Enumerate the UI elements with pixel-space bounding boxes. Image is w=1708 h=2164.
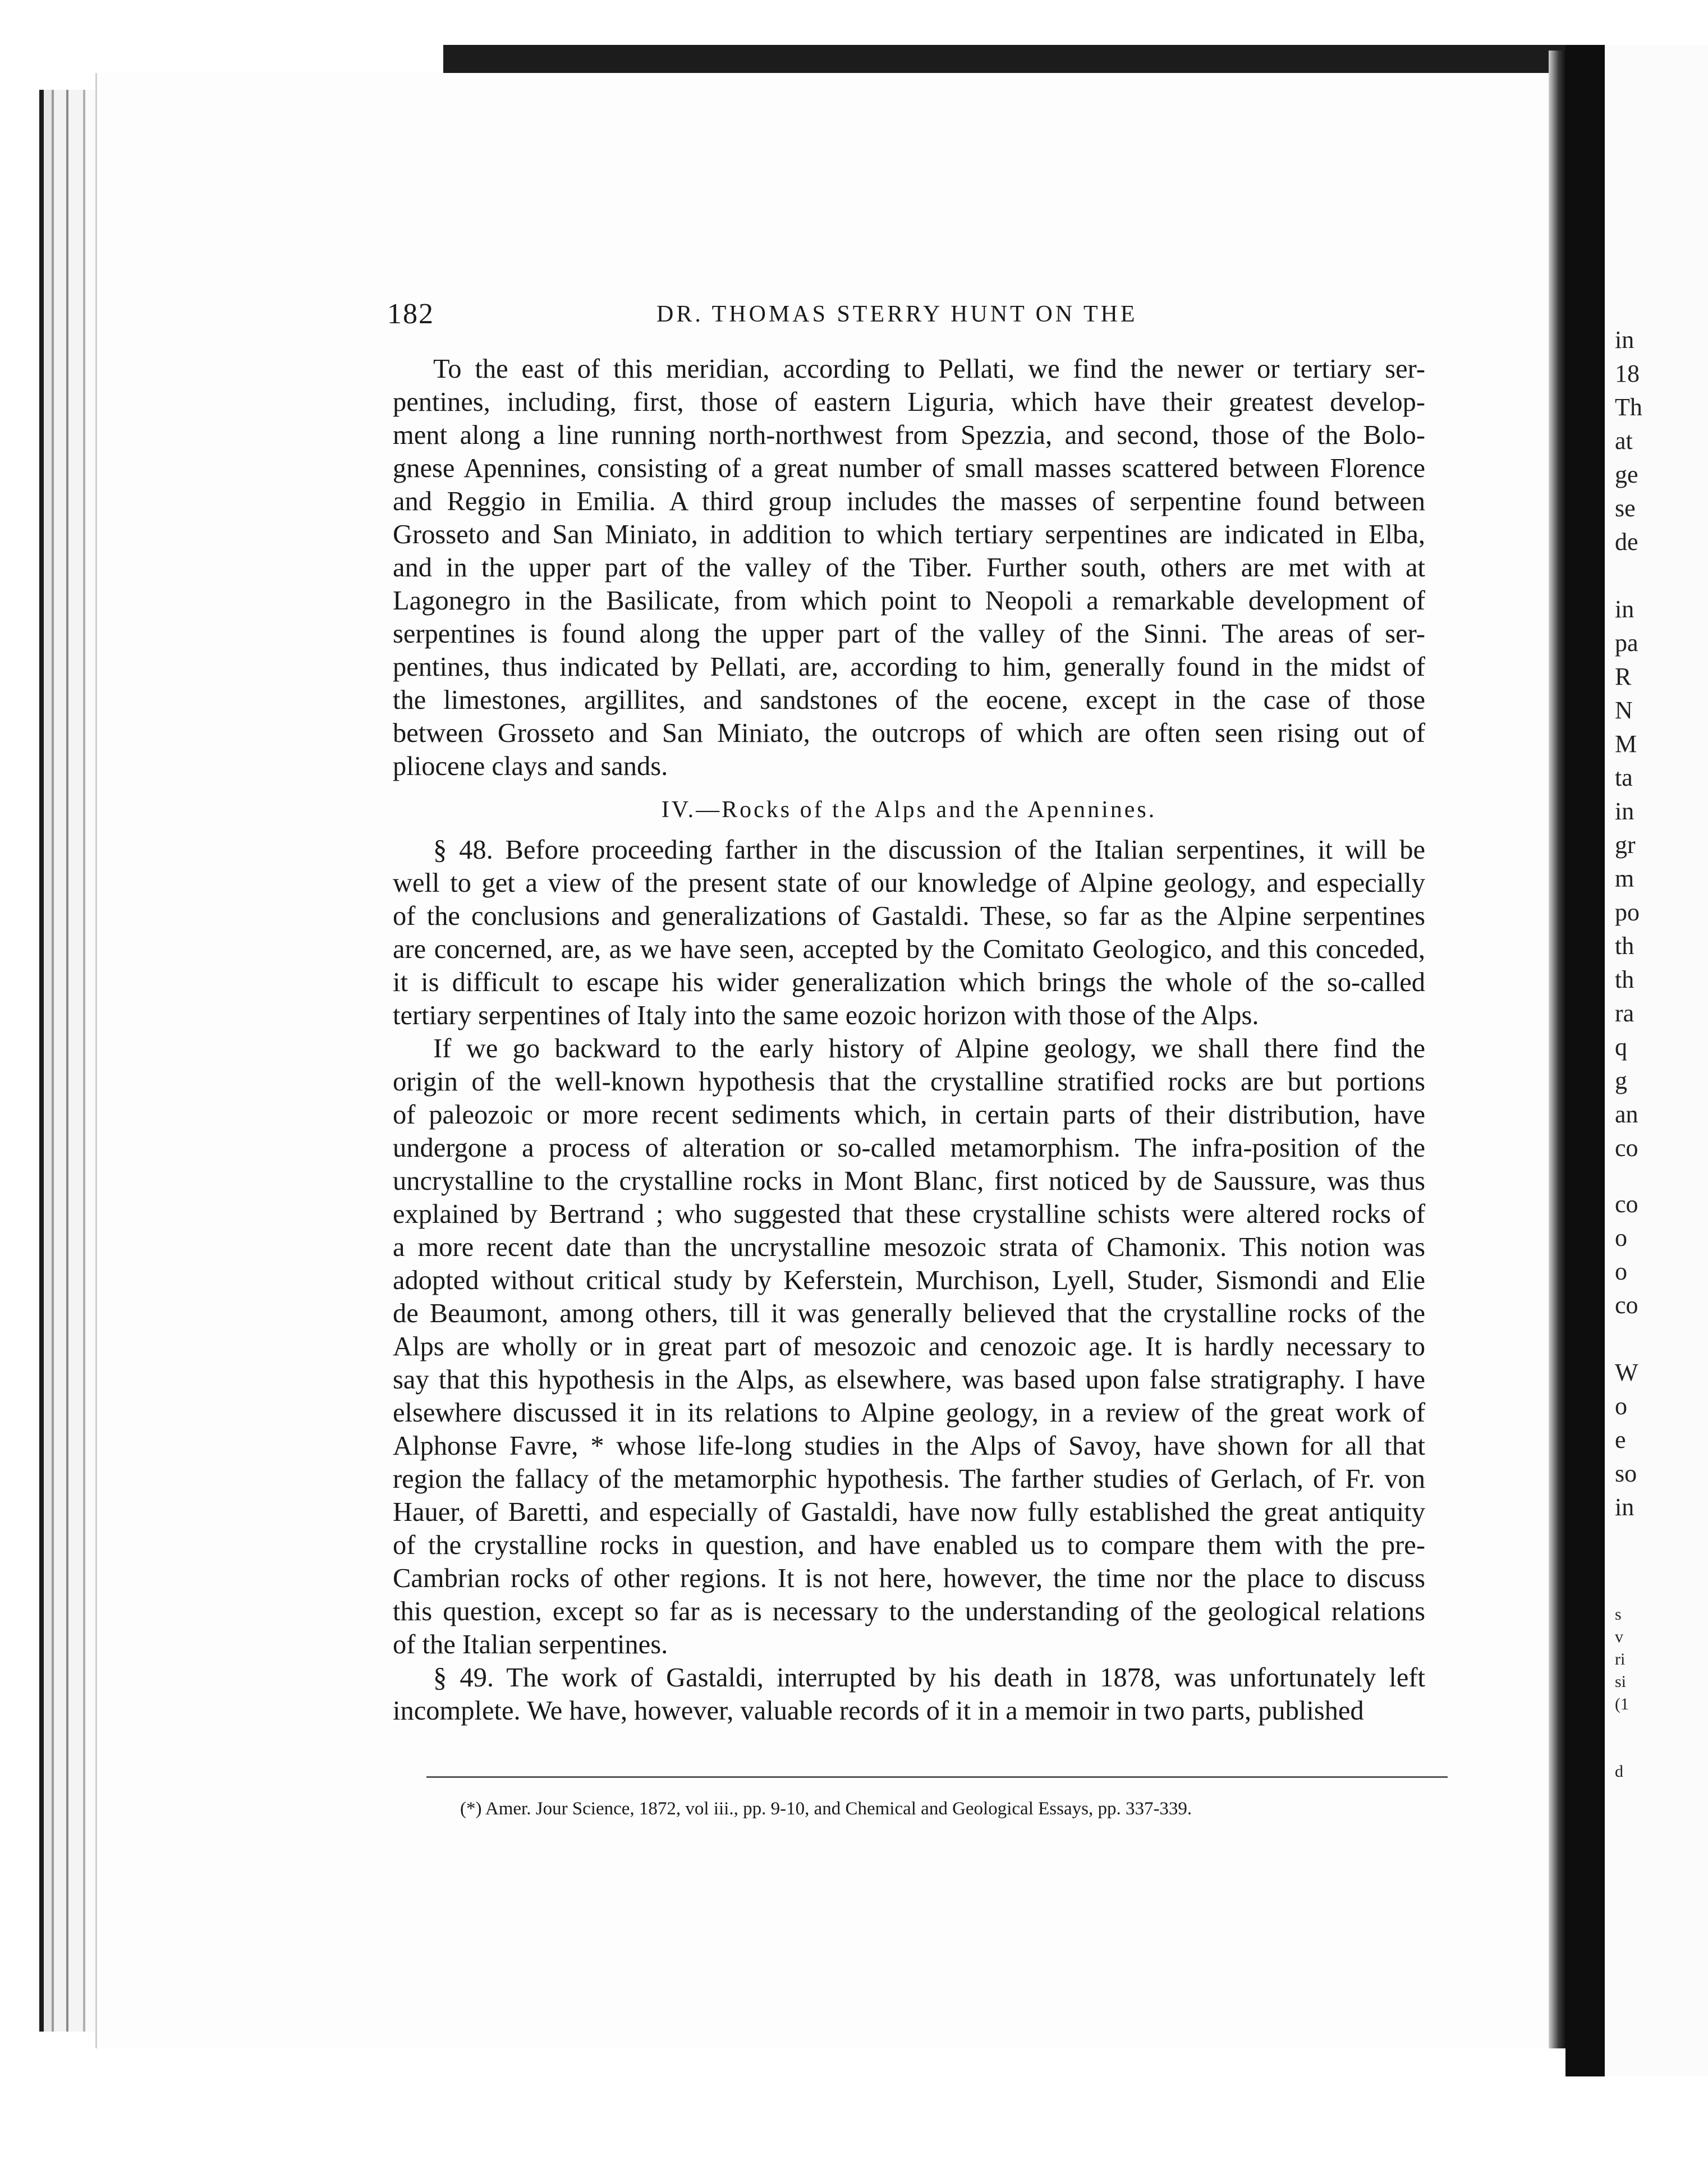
text-line: Cambrian rocks of other regions. It is not here, however, the time nor the place to discuss (393, 1564, 1425, 1593)
text-line: it is difficult to escape his wider generalization which brings the whole of the so-called (393, 968, 1425, 997)
facing-page-fragment: de (1615, 528, 1638, 556)
facing-page-fragment: in (1615, 797, 1634, 825)
text-line: undergone a process of alteration or so-called metamorphism. The infra-position of the (393, 1133, 1425, 1163)
text-line: origin of the well-known hypothesis that the crystalline stratified rocks are but portions (393, 1067, 1425, 1097)
body-text (393, 352, 1425, 1727)
facing-page-fragment: e (1615, 1426, 1626, 1454)
text-line: Lagonegro in the Basilicate, from which point to Neopoli a remarkable development of (393, 586, 1425, 616)
facing-page-fragment: (1 (1615, 1695, 1629, 1713)
text-line: Alphonse Favre, * whose life-long studies in the Alps of Savoy, have shown for all that (393, 1431, 1425, 1461)
text-line: ment along a line running north-northwest from Spezzia, and second, those of the Bolo- (393, 420, 1425, 450)
page-number: 182 (387, 298, 434, 330)
text-line: explained by Bertrand ; who suggested that these crystalline schists were altered rocks of (393, 1199, 1425, 1229)
text-line: the limestones, argillites, and sandstones of the eocene, except in the case of those (393, 685, 1425, 715)
text-line: this question, except so far as is necessary to the understanding of the geological relations (393, 1597, 1425, 1626)
page-fold-shadow (1549, 51, 1565, 2048)
text-line: of paleozoic or more recent sediments which, in certain parts of their distribution, have (393, 1100, 1425, 1130)
text-line: Grosseto and San Miniato, in addition to which tertiary serpentines are indicated in Elba, (393, 520, 1425, 549)
facing-page-fragment: ri (1615, 1650, 1626, 1668)
running-head: DR. THOMAS STERRY HUNT ON THE (656, 301, 1138, 327)
text-line: If we go backward to the early history of Alpine geology, we shall there find the (433, 1034, 1425, 1063)
facing-page-fragment: m (1615, 865, 1634, 892)
facing-page-fragment: po (1615, 898, 1640, 926)
facing-page-fragment: co (1615, 1134, 1638, 1162)
facing-page-fragment: Th (1615, 393, 1642, 421)
text-line: a more recent date than the uncrystalline mesozoic strata of Chamonix. This notion was (393, 1232, 1425, 1262)
text-line: uncrystalline to the crystalline rocks in Mont Blanc, first noticed by de Saussure, was thus (393, 1166, 1425, 1196)
text-line: serpentines is found along the upper part of the valley of the Sinni. The areas of ser- (393, 619, 1425, 649)
text-line: pentines, thus indicated by Pellati, are, according to him, generally found in the midst of (393, 652, 1425, 682)
text-line: To the east of this meridian, according to Pellati, we find the newer or tertiary ser- (433, 354, 1425, 384)
text-line: pentines, including, first, those of eastern Liguria, which have their greatest develop- (393, 387, 1425, 417)
text-line: elsewhere discussed it in its relations to Alpine geology, in a review of the great work of (393, 1398, 1425, 1428)
facing-page-fragment: s (1615, 1605, 1622, 1624)
text-line: of the crystalline rocks in question, and have enabled us to compare them with the pre- (393, 1530, 1425, 1560)
text-line: of the conclusions and generalizations of Gastaldi. These, so far as the Alpine serpentines (393, 901, 1425, 931)
page-edges (39, 90, 101, 2032)
footnote: (*) Amer. Jour Science, 1872, vol iii., pp. 9-10, and Chemical and Geological Essays, pp. 337-339. (460, 1799, 1192, 1819)
text-line: § 49. The work of Gastaldi, interrupted by his death in 1878, was unfortunately left (433, 1663, 1425, 1693)
text-line: well to get a view of the present state of our knowledge of Alpine geology, and especially (393, 868, 1425, 898)
facing-page-fragment: ta (1615, 764, 1633, 791)
facing-page-fragment: v (1615, 1627, 1623, 1646)
facing-page-fragment: an (1615, 1101, 1638, 1128)
text-line: Hauer, of Baretti, and especially of Gastaldi, have now fully established the great antiquity (393, 1497, 1425, 1527)
facing-page-fragment: ra (1615, 1000, 1634, 1027)
paragraph-4 (393, 1661, 1425, 1727)
facing-page-fragment: g (1615, 1067, 1627, 1094)
facing-page-fragment: M (1615, 730, 1637, 758)
text-line: pliocene clays and sands. (393, 751, 668, 781)
facing-page-fragment: co (1615, 1190, 1638, 1218)
text-line: and Reggio in Emilia. A third group includes the masses of serpentine found between (393, 487, 1425, 516)
facing-page-fragment: in (1615, 595, 1634, 623)
facing-page-fragment: so (1615, 1460, 1637, 1487)
text-line: incomplete. We have, however, valuable records of it in a memoir in two parts, published (393, 1696, 1364, 1726)
facing-page-fragment: o (1615, 1258, 1627, 1285)
text-line: say that this hypothesis in the Alps, as elsewhere, was based upon false stratigraphy. I have (393, 1365, 1425, 1395)
facing-page-fragment: at (1615, 427, 1633, 455)
facing-page-fragment: o (1615, 1224, 1627, 1251)
text-line: de Beaumont, among others, till it was generally believed that the crystalline rocks of the (393, 1299, 1425, 1328)
facing-page-fragment: co (1615, 1291, 1638, 1319)
facing-page-fragment: o (1615, 1392, 1627, 1420)
facing-page-fragment: N (1615, 696, 1633, 724)
footnote-rule (426, 1776, 1448, 1778)
text-line: tertiary serpentines of Italy into the same eozoic horizon with those of the Alps. (393, 1001, 1259, 1030)
facing-page-fragment: th (1615, 966, 1634, 993)
text-line: gnese Apennines, consisting of a great number of small masses scattered between Florence (393, 453, 1425, 483)
facing-page-fragment: R (1615, 663, 1632, 690)
facing-page-fragment: ge (1615, 461, 1638, 488)
text-line: § 48. Before proceeding farther in the discussion of the Italian serpentines, it will be (433, 835, 1425, 865)
facing-page-fragment: W (1615, 1359, 1638, 1386)
facing-page-fragment: se (1615, 494, 1636, 522)
paragraph-1 (393, 352, 1425, 783)
paragraph-3 (393, 1032, 1425, 1661)
facing-page-fragment: si (1615, 1672, 1627, 1691)
facing-page (1605, 45, 1708, 2076)
facing-page-fragment: q (1615, 1033, 1627, 1061)
section-title: IV.—Rocks of the Alps and the Apennines. (661, 797, 1157, 823)
text-line: between Grosseto and San Miniato, the outcrops of which are often seen rising out of (393, 718, 1425, 748)
facing-page-fragment: in (1615, 326, 1634, 354)
facing-page-fragment: pa (1615, 629, 1638, 657)
facing-page-fragment: gr (1615, 831, 1636, 859)
book-gutter (1565, 45, 1605, 2076)
text-line: adopted without critical study by Keferstein, Murchison, Lyell, Studer, Sismondi and Elie (393, 1266, 1425, 1295)
text-line: region the fallacy of the metamorphic hypothesis. The farther studies of Gerlach, of Fr. von (393, 1464, 1425, 1494)
facing-page-fragment: in (1615, 1493, 1634, 1521)
page-header (387, 297, 1156, 342)
text-line: and in the upper part of the valley of the Tiber. Further south, others are met with at (393, 553, 1425, 583)
text-line: are concerned, are, as we have seen, accepted by the Comitato Geologico, and this conceded, (393, 934, 1425, 964)
text-line: Alps are wholly or in great part of mesozoic and cenozoic age. It is hardly necessary to (393, 1332, 1425, 1361)
facing-page-fragment: d (1615, 1762, 1623, 1781)
facing-page-fragment: 18 (1615, 360, 1640, 387)
facing-page-fragment: th (1615, 932, 1634, 960)
text-line: of the Italian serpentines. (393, 1630, 668, 1659)
paragraph-2 (393, 833, 1425, 1032)
